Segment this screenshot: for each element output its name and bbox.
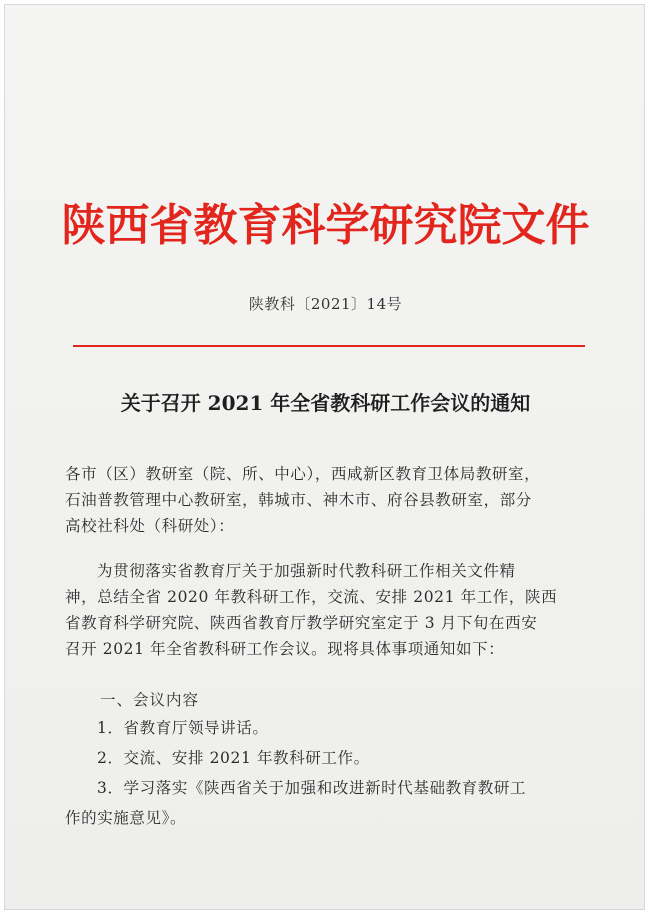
document-header-title: 陕西省教育科学研究院文件 (61, 200, 590, 251)
notice-title: 关于召开 2021 年全省教科研工作会议的通知 (120, 391, 531, 415)
addressee-block (65, 461, 615, 539)
section-heading-meeting-content: 一、会议内容 (100, 691, 200, 709)
addressee-line: 石油普教管理中心教研室，韩城市、神木市、府谷县教研室，部分 (65, 491, 532, 509)
paragraph-line: 为贯彻落实省教育厅关于加强新时代教科研工作相关文件精 (97, 562, 516, 580)
intro-paragraph (65, 558, 615, 662)
list-item (65, 713, 615, 743)
addressee-line: 各市（区）教研室（院、所、中心），西咸新区教育卫体局教研室， (65, 465, 541, 483)
addressee-line: 高校社科处（科研处）： (65, 517, 235, 535)
list-item-text: 2．交流、安排 2021 年教科研工作。 (97, 749, 370, 767)
document-number: 陕教科〔2021〕14号 (248, 295, 403, 313)
paragraph-line: 神，总结全省 2020 年教科研工作，交流、安排 2021 年工作，陕西 (65, 588, 558, 606)
list-item (65, 743, 615, 773)
red-divider-line (73, 345, 585, 347)
paragraph-line: 省教育科学研究院、陕西省教育厅教学研究室定于 3 月下旬在西安 (65, 614, 538, 632)
document-page (4, 4, 645, 910)
paragraph-line: 召开 2021 年全省教科研工作会议。现将具体事项通知如下： (65, 640, 505, 658)
list-item-text: 作的实施意见》。 (65, 809, 187, 827)
list-item (65, 773, 615, 833)
list-item-text: 1．省教育厅领导讲话。 (97, 719, 269, 737)
list-item-text: 3．学习落实《陕西省关于加强和改进新时代基础教育教研工 (97, 779, 527, 797)
